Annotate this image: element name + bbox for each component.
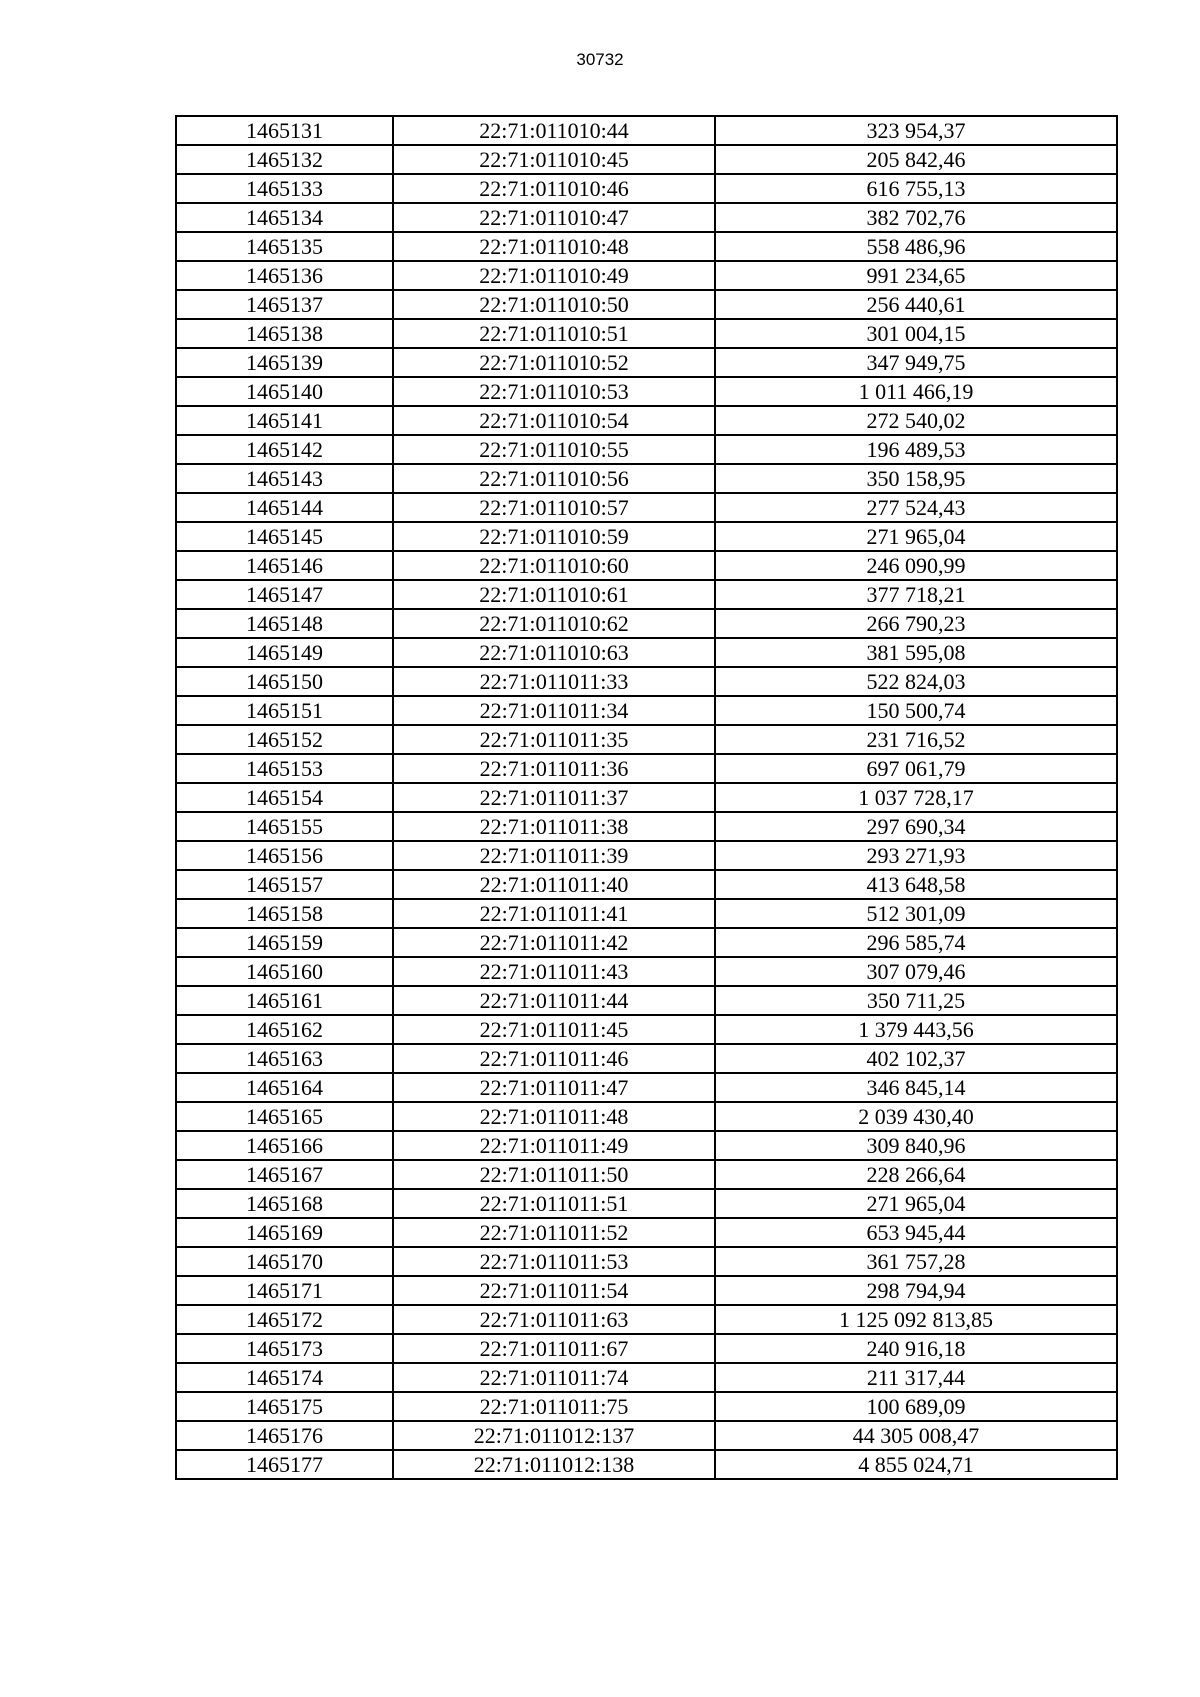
cadastral-number-cell: 22:71:011011:35 [393, 725, 715, 754]
row-number-cell: 1465140 [176, 377, 393, 406]
row-number-cell: 1465134 [176, 203, 393, 232]
row-number-cell: 1465170 [176, 1247, 393, 1276]
table-row [176, 1131, 1117, 1160]
value-cell: 211 317,44 [715, 1363, 1117, 1392]
cadastral-number-cell: 22:71:011011:42 [393, 928, 715, 957]
value-cell: 323 954,37 [715, 116, 1117, 145]
value-cell: 246 090,99 [715, 551, 1117, 580]
row-number-cell: 1465153 [176, 754, 393, 783]
value-cell: 205 842,46 [715, 145, 1117, 174]
table-row [176, 232, 1117, 261]
cadastral-number-cell: 22:71:011010:44 [393, 116, 715, 145]
cadastral-number-cell: 22:71:011010:50 [393, 290, 715, 319]
row-number-cell: 1465158 [176, 899, 393, 928]
table-row [176, 348, 1117, 377]
row-number-cell: 1465135 [176, 232, 393, 261]
table-row [176, 261, 1117, 290]
table-row [176, 928, 1117, 957]
row-number-cell: 1465164 [176, 1073, 393, 1102]
table-row [176, 667, 1117, 696]
table-row [176, 638, 1117, 667]
cadastral-number-cell: 22:71:011010:57 [393, 493, 715, 522]
cadastral-number-cell: 22:71:011011:52 [393, 1218, 715, 1247]
row-number-cell: 1465144 [176, 493, 393, 522]
cadastral-number-cell: 22:71:011011:51 [393, 1189, 715, 1218]
row-number-cell: 1465141 [176, 406, 393, 435]
value-cell: 301 004,15 [715, 319, 1117, 348]
table-row [176, 116, 1117, 145]
value-cell: 277 524,43 [715, 493, 1117, 522]
row-number-cell: 1465139 [176, 348, 393, 377]
cadastral-number-cell: 22:71:011010:51 [393, 319, 715, 348]
page-number: 30732 [576, 50, 624, 69]
value-cell: 350 158,95 [715, 464, 1117, 493]
value-cell: 413 648,58 [715, 870, 1117, 899]
value-cell: 271 965,04 [715, 522, 1117, 551]
row-number-cell: 1465156 [176, 841, 393, 870]
cadastral-number-cell: 22:71:011012:137 [393, 1421, 715, 1450]
table-row [176, 493, 1117, 522]
row-number-cell: 1465142 [176, 435, 393, 464]
table-row [176, 841, 1117, 870]
row-number-cell: 1465172 [176, 1305, 393, 1334]
row-number-cell: 1465157 [176, 870, 393, 899]
cadastral-number-cell: 22:71:011010:46 [393, 174, 715, 203]
value-cell: 558 486,96 [715, 232, 1117, 261]
row-number-cell: 1465154 [176, 783, 393, 812]
value-cell: 298 794,94 [715, 1276, 1117, 1305]
cadastral-number-cell: 22:71:011011:44 [393, 986, 715, 1015]
value-cell: 2 039 430,40 [715, 1102, 1117, 1131]
table-row [176, 377, 1117, 406]
table-body [176, 116, 1117, 1479]
row-number-cell: 1465136 [176, 261, 393, 290]
cadastral-number-cell: 22:71:011010:54 [393, 406, 715, 435]
row-number-cell: 1465148 [176, 609, 393, 638]
table-row [176, 986, 1117, 1015]
table-row [176, 1160, 1117, 1189]
cadastral-number-cell: 22:71:011011:33 [393, 667, 715, 696]
row-number-cell: 1465167 [176, 1160, 393, 1189]
table-row [176, 1247, 1117, 1276]
cadastral-number-cell: 22:71:011011:48 [393, 1102, 715, 1131]
row-number-cell: 1465145 [176, 522, 393, 551]
value-cell: 44 305 008,47 [715, 1421, 1117, 1450]
table-row [176, 696, 1117, 725]
table-row [176, 464, 1117, 493]
table-row [176, 1073, 1117, 1102]
row-number-cell: 1465143 [176, 464, 393, 493]
value-cell: 512 301,09 [715, 899, 1117, 928]
row-number-cell: 1465132 [176, 145, 393, 174]
value-cell: 1 037 728,17 [715, 783, 1117, 812]
value-cell: 231 716,52 [715, 725, 1117, 754]
value-cell: 196 489,53 [715, 435, 1117, 464]
value-cell: 350 711,25 [715, 986, 1117, 1015]
row-number-cell: 1465133 [176, 174, 393, 203]
table-row [176, 1334, 1117, 1363]
table-row [176, 1305, 1117, 1334]
table-row [176, 290, 1117, 319]
value-cell: 381 595,08 [715, 638, 1117, 667]
value-cell: 382 702,76 [715, 203, 1117, 232]
row-number-cell: 1465168 [176, 1189, 393, 1218]
cadastral-number-cell: 22:71:011011:45 [393, 1015, 715, 1044]
row-number-cell: 1465159 [176, 928, 393, 957]
row-number-cell: 1465137 [176, 290, 393, 319]
value-cell: 256 440,61 [715, 290, 1117, 319]
row-number-cell: 1465138 [176, 319, 393, 348]
table-row [176, 1218, 1117, 1247]
row-number-cell: 1465146 [176, 551, 393, 580]
cadastral-number-cell: 22:71:011011:63 [393, 1305, 715, 1334]
value-cell: 266 790,23 [715, 609, 1117, 638]
value-cell: 346 845,14 [715, 1073, 1117, 1102]
cadastral-number-cell: 22:71:011010:52 [393, 348, 715, 377]
cadastral-number-cell: 22:71:011011:67 [393, 1334, 715, 1363]
value-cell: 100 689,09 [715, 1392, 1117, 1421]
table-row [176, 551, 1117, 580]
value-cell: 272 540,02 [715, 406, 1117, 435]
value-cell: 271 965,04 [715, 1189, 1117, 1218]
row-number-cell: 1465160 [176, 957, 393, 986]
cadastral-number-cell: 22:71:011011:50 [393, 1160, 715, 1189]
table-row [176, 754, 1117, 783]
cadastral-number-cell: 22:71:011011:38 [393, 812, 715, 841]
table-row [176, 609, 1117, 638]
cadastral-number-cell: 22:71:011010:55 [393, 435, 715, 464]
cadastral-number-cell: 22:71:011011:49 [393, 1131, 715, 1160]
row-number-cell: 1465176 [176, 1421, 393, 1450]
value-cell: 1 125 092 813,85 [715, 1305, 1117, 1334]
table-row [176, 580, 1117, 609]
cadastral-number-cell: 22:71:011011:37 [393, 783, 715, 812]
table-row [176, 899, 1117, 928]
cadastral-number-cell: 22:71:011011:53 [393, 1247, 715, 1276]
value-cell: 616 755,13 [715, 174, 1117, 203]
cadastral-number-cell: 22:71:011011:43 [393, 957, 715, 986]
row-number-cell: 1465147 [176, 580, 393, 609]
cadastral-number-cell: 22:71:011011:47 [393, 1073, 715, 1102]
value-cell: 653 945,44 [715, 1218, 1117, 1247]
row-number-cell: 1465173 [176, 1334, 393, 1363]
cadastral-number-cell: 22:71:011010:49 [393, 261, 715, 290]
table-row [176, 319, 1117, 348]
cadastral-number-cell: 22:71:011011:41 [393, 899, 715, 928]
table-row [176, 1363, 1117, 1392]
cadastral-number-cell: 22:71:011011:46 [393, 1044, 715, 1073]
value-cell: 307 079,46 [715, 957, 1117, 986]
value-cell: 1 011 466,19 [715, 377, 1117, 406]
table-row [176, 1015, 1117, 1044]
value-cell: 309 840,96 [715, 1131, 1117, 1160]
table-row [176, 1102, 1117, 1131]
value-cell: 1 379 443,56 [715, 1015, 1117, 1044]
cadastral-number-cell: 22:71:011010:62 [393, 609, 715, 638]
table-row [176, 725, 1117, 754]
cadastral-number-cell: 22:71:011011:54 [393, 1276, 715, 1305]
value-cell: 361 757,28 [715, 1247, 1117, 1276]
value-cell: 402 102,37 [715, 1044, 1117, 1073]
row-number-cell: 1465171 [176, 1276, 393, 1305]
row-number-cell: 1465155 [176, 812, 393, 841]
row-number-cell: 1465175 [176, 1392, 393, 1421]
cadastral-number-cell: 22:71:011012:138 [393, 1450, 715, 1479]
value-cell: 228 266,64 [715, 1160, 1117, 1189]
table-row [176, 1189, 1117, 1218]
row-number-cell: 1465162 [176, 1015, 393, 1044]
table-row [176, 406, 1117, 435]
table-row [176, 1044, 1117, 1073]
value-cell: 297 690,34 [715, 812, 1117, 841]
cadastral-number-cell: 22:71:011011:75 [393, 1392, 715, 1421]
row-number-cell: 1465169 [176, 1218, 393, 1247]
row-number-cell: 1465131 [176, 116, 393, 145]
row-number-cell: 1465165 [176, 1102, 393, 1131]
value-cell: 293 271,93 [715, 841, 1117, 870]
table-row [176, 957, 1117, 986]
table-row [176, 435, 1117, 464]
data-table [175, 115, 1118, 1480]
cadastral-number-cell: 22:71:011010:56 [393, 464, 715, 493]
table-row [176, 145, 1117, 174]
table-row [176, 1421, 1117, 1450]
table-row [176, 1450, 1117, 1479]
value-cell: 697 061,79 [715, 754, 1117, 783]
row-number-cell: 1465161 [176, 986, 393, 1015]
value-cell: 150 500,74 [715, 696, 1117, 725]
cadastral-number-cell: 22:71:011010:63 [393, 638, 715, 667]
cadastral-number-cell: 22:71:011010:53 [393, 377, 715, 406]
cadastral-number-cell: 22:71:011011:36 [393, 754, 715, 783]
table-row [176, 174, 1117, 203]
row-number-cell: 1465150 [176, 667, 393, 696]
cadastral-number-cell: 22:71:011011:39 [393, 841, 715, 870]
cadastral-number-cell: 22:71:011010:59 [393, 522, 715, 551]
cadastral-number-cell: 22:71:011010:47 [393, 203, 715, 232]
value-cell: 522 824,03 [715, 667, 1117, 696]
row-number-cell: 1465149 [176, 638, 393, 667]
row-number-cell: 1465177 [176, 1450, 393, 1479]
value-cell: 991 234,65 [715, 261, 1117, 290]
cadastral-number-cell: 22:71:011010:61 [393, 580, 715, 609]
row-number-cell: 1465152 [176, 725, 393, 754]
value-cell: 347 949,75 [715, 348, 1117, 377]
cadastral-number-cell: 22:71:011011:34 [393, 696, 715, 725]
table-row [176, 203, 1117, 232]
row-number-cell: 1465163 [176, 1044, 393, 1073]
cadastral-number-cell: 22:71:011010:60 [393, 551, 715, 580]
value-cell: 296 585,74 [715, 928, 1117, 957]
value-cell: 4 855 024,71 [715, 1450, 1117, 1479]
row-number-cell: 1465166 [176, 1131, 393, 1160]
table-row [176, 522, 1117, 551]
row-number-cell: 1465151 [176, 696, 393, 725]
cadastral-number-cell: 22:71:011011:40 [393, 870, 715, 899]
table-row [176, 783, 1117, 812]
table-row [176, 870, 1117, 899]
table-row [176, 1392, 1117, 1421]
value-cell: 377 718,21 [715, 580, 1117, 609]
table-row [176, 812, 1117, 841]
cadastral-number-cell: 22:71:011010:45 [393, 145, 715, 174]
table-row [176, 1276, 1117, 1305]
cadastral-number-cell: 22:71:011010:48 [393, 232, 715, 261]
row-number-cell: 1465174 [176, 1363, 393, 1392]
value-cell: 240 916,18 [715, 1334, 1117, 1363]
cadastral-number-cell: 22:71:011011:74 [393, 1363, 715, 1392]
